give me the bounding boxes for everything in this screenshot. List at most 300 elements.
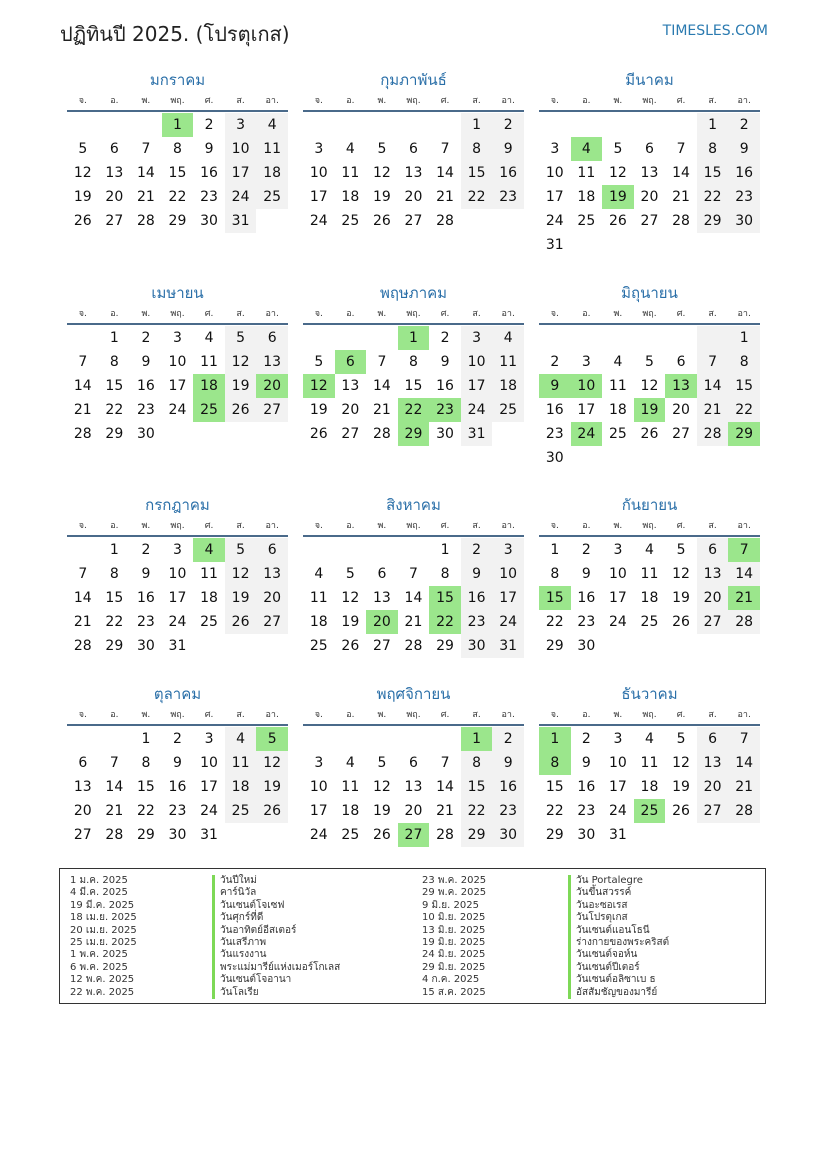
day-cell: 29: [545, 827, 564, 843]
day-cell: 1: [728, 326, 760, 350]
empty-day-cell: [665, 634, 697, 658]
day-cell: 16: [136, 378, 155, 394]
day-cell: 23: [461, 610, 493, 634]
empty-day-cell: [539, 326, 571, 350]
day-cell: 10: [225, 137, 257, 161]
legend-entry: วันเซนต์อลิซาเบ ธ: [568, 974, 669, 986]
weekday-label: ศ.: [204, 521, 214, 531]
weekday-label: พฤ.: [642, 521, 657, 531]
empty-day-cell: [256, 209, 288, 233]
day-cell: 21: [105, 803, 124, 819]
day-cell: 16: [136, 590, 155, 606]
day-cell: 2: [581, 542, 591, 558]
day-cell: 26: [372, 213, 391, 229]
day-cell: 23: [492, 185, 524, 209]
day-cell: 16: [492, 775, 524, 799]
day-cell: 12: [225, 562, 257, 586]
empty-day-cell: [571, 113, 603, 137]
weekday-label: จ.: [78, 309, 87, 319]
day-cell: 22: [168, 189, 187, 205]
day-cell: 9: [492, 751, 524, 775]
day-cell: 4: [345, 141, 355, 157]
day-cell: 14: [404, 590, 423, 606]
legend-entry: 19 มิ.ย. 2025: [422, 936, 486, 948]
day-cell: 11: [640, 755, 659, 771]
weekday-label: ส.: [708, 710, 717, 720]
weekday-label: ส.: [472, 309, 481, 319]
day-cell: 7: [109, 755, 119, 771]
day-cell: 10: [571, 374, 603, 398]
day-cell: 10: [608, 566, 627, 582]
day-cell: 23: [136, 614, 155, 630]
day-cell: 28: [436, 213, 454, 229]
day-cell: 17: [309, 189, 328, 205]
day-cell: 16: [577, 590, 596, 606]
weekday-header: [539, 704, 760, 726]
legend-entry: วันศุกร์ที่ดี: [212, 912, 340, 924]
legend-entry: วันเซนต์จอห์น: [568, 949, 669, 961]
day-cell: 24: [168, 614, 187, 630]
legend-entry: 22 พ.ค. 2025: [70, 986, 135, 998]
day-cell: 28: [372, 426, 391, 442]
day-cell: 6: [409, 755, 418, 771]
day-cell: 22: [545, 614, 564, 630]
empty-day-cell: [602, 326, 634, 350]
day-cell: 30: [136, 426, 155, 442]
day-cell: 20: [341, 402, 360, 418]
day-cell: 7: [409, 566, 418, 582]
day-cell: 25: [193, 398, 225, 422]
weekday-label: จ.: [78, 710, 87, 720]
legend-entry: ร่างกายของพระคริสต์: [568, 937, 669, 949]
day-cell: 24: [200, 803, 218, 819]
day-cell: 6: [377, 566, 387, 582]
day-cell: 7: [676, 141, 686, 157]
day-cell: 11: [492, 350, 524, 374]
empty-day-cell: [335, 727, 367, 751]
month-calendar: [303, 684, 524, 847]
weekday-label: ศ.: [204, 309, 214, 319]
day-cell: 14: [73, 590, 92, 606]
day-cell: 15: [545, 779, 564, 795]
day-cell: 17: [200, 779, 218, 795]
weekday-label: อา.: [737, 521, 751, 531]
day-cell: 3: [173, 330, 182, 346]
day-cell: 7: [440, 755, 450, 771]
weekday-label: อ.: [582, 309, 591, 319]
day-grid: [67, 113, 288, 233]
day-cell: 2: [461, 538, 493, 562]
day-cell: 8: [697, 137, 729, 161]
day-cell: 16: [461, 586, 493, 610]
day-cell: 15: [461, 775, 493, 799]
month-name: มิถุนายน: [621, 284, 678, 302]
empty-day-cell: [634, 326, 666, 350]
weekday-label: อา.: [501, 96, 515, 106]
weekday-header: [539, 90, 760, 112]
weekday-label: จ.: [550, 710, 559, 720]
day-cell: 18: [225, 775, 257, 799]
day-cell: 13: [640, 165, 659, 181]
day-cell: 30: [577, 827, 596, 843]
day-cell: 5: [345, 566, 355, 582]
day-grid: [303, 538, 524, 658]
day-cell: 2: [728, 113, 760, 137]
day-cell: 5: [225, 538, 257, 562]
legend-entry: วันแรงงาน: [212, 949, 340, 961]
day-cell: 29: [436, 638, 454, 654]
day-cell: 16: [200, 165, 218, 181]
weekday-label: อา.: [737, 710, 751, 720]
day-cell: 28: [73, 638, 92, 654]
day-cell: 4: [645, 731, 654, 747]
day-cell: 9: [173, 755, 182, 771]
day-cell: 1: [697, 113, 729, 137]
day-cell: 4: [345, 755, 355, 771]
day-cell: 18: [341, 189, 360, 205]
legend-entry: 1 ม.ค. 2025: [70, 875, 128, 886]
day-cell: 27: [105, 213, 124, 229]
day-cell: 17: [168, 378, 187, 394]
day-cell: 1: [440, 542, 450, 558]
weekday-label: ส.: [472, 521, 481, 531]
weekday-label: อา.: [737, 96, 751, 106]
empty-day-cell: [398, 727, 430, 751]
day-cell: 12: [225, 350, 257, 374]
day-cell: 2: [492, 113, 524, 137]
day-cell: 26: [672, 803, 690, 819]
empty-day-cell: [162, 422, 194, 446]
month-calendar: [539, 283, 760, 470]
empty-day-cell: [335, 113, 367, 137]
weekday-label: จ.: [78, 96, 87, 106]
day-cell: 15: [168, 165, 187, 181]
day-cell: 4: [314, 566, 324, 582]
day-cell: 30: [168, 827, 187, 843]
weekday-label: พฤ.: [170, 309, 185, 319]
day-cell: 23: [429, 398, 461, 422]
month-calendar: [303, 283, 524, 446]
day-cell: 9: [728, 137, 760, 161]
day-cell: 4: [492, 326, 524, 350]
day-cell: 13: [256, 350, 288, 374]
empty-day-cell: [602, 233, 634, 257]
weekday-label: จ.: [314, 521, 323, 531]
day-cell: 11: [608, 378, 627, 394]
day-cell: 20: [256, 374, 288, 398]
empty-day-cell: [697, 326, 729, 350]
day-cell: 25: [341, 213, 360, 229]
day-cell: 8: [539, 751, 571, 775]
weekday-label: อา.: [265, 521, 279, 531]
weekday-label: ส.: [236, 521, 245, 531]
empty-day-cell: [256, 422, 288, 446]
day-cell: 30: [200, 213, 218, 229]
day-cell: 25: [608, 426, 627, 442]
day-cell: 12: [73, 165, 92, 181]
day-cell: 18: [640, 779, 659, 795]
day-cell: 7: [728, 538, 760, 562]
weekday-label: พ.: [613, 521, 623, 531]
day-cell: 28: [136, 213, 155, 229]
empty-day-cell: [67, 113, 99, 137]
day-cell: 19: [225, 586, 257, 610]
day-cell: 13: [73, 779, 92, 795]
day-cell: 16: [492, 161, 524, 185]
day-cell: 20: [697, 775, 729, 799]
legend-entry: วันโปรตุเกส: [568, 912, 669, 924]
legend-entry: วันโลเรีย: [212, 987, 340, 999]
day-cell: 22: [697, 185, 729, 209]
empty-day-cell: [697, 446, 729, 470]
day-cell: 14: [372, 378, 391, 394]
day-cell: 23: [136, 402, 155, 418]
day-cell: 10: [168, 566, 187, 582]
day-cell: 7: [377, 354, 387, 370]
day-grid: [539, 727, 760, 847]
day-cell: 3: [461, 326, 493, 350]
day-cell: 3: [550, 141, 560, 157]
empty-day-cell: [728, 233, 760, 257]
day-cell: 10: [461, 350, 493, 374]
day-grid: [67, 538, 288, 658]
month-name: สิงหาคม: [386, 496, 441, 514]
empty-day-cell: [366, 113, 398, 137]
day-cell: 10: [309, 165, 328, 181]
day-cell: 18: [640, 590, 659, 606]
day-cell: 7: [728, 727, 760, 751]
day-cell: 26: [640, 426, 659, 442]
weekday-label: อ.: [110, 710, 119, 720]
weekday-label: อา.: [737, 309, 751, 319]
day-cell: 21: [404, 614, 423, 630]
empty-day-cell: [665, 113, 697, 137]
legend-entry: 10 มิ.ย. 2025: [422, 912, 486, 924]
day-cell: 8: [550, 566, 560, 582]
day-cell: 6: [335, 350, 367, 374]
day-cell: 3: [173, 542, 182, 558]
day-cell: 1: [398, 326, 430, 350]
day-cell: 15: [105, 590, 124, 606]
weekday-label: ศ.: [676, 309, 686, 319]
weekday-label: จ.: [550, 521, 559, 531]
day-cell: 2: [440, 330, 450, 346]
day-cell: 27: [640, 213, 659, 229]
legend-dates-right: [422, 875, 486, 999]
day-cell: 22: [461, 185, 493, 209]
day-cell: 8: [109, 354, 119, 370]
weekday-label: พฤ.: [406, 96, 421, 106]
day-cell: 22: [545, 803, 564, 819]
day-cell: 28: [728, 799, 760, 823]
day-cell: 11: [341, 165, 360, 181]
day-grid: [539, 538, 760, 658]
legend-entry: 29 พ.ค. 2025: [422, 887, 487, 899]
day-cell: 6: [697, 727, 729, 751]
empty-day-cell: [697, 233, 729, 257]
day-cell: 17: [608, 590, 627, 606]
day-cell: 5: [645, 354, 654, 370]
month-name: พฤศจิกายน: [376, 685, 451, 703]
legend-names-left: [212, 875, 340, 999]
weekday-label: ศ.: [440, 710, 450, 720]
empty-day-cell: [303, 326, 335, 350]
day-cell: 19: [309, 402, 328, 418]
day-grid: [539, 113, 760, 257]
day-cell: 24: [608, 803, 627, 819]
day-cell: 1: [162, 113, 194, 137]
weekday-label: พ.: [141, 710, 151, 720]
day-cell: 8: [409, 354, 418, 370]
day-grid: [67, 326, 288, 446]
day-cell: 31: [225, 209, 257, 233]
empty-day-cell: [225, 634, 257, 658]
day-cell: 27: [404, 213, 423, 229]
month-name: ธันวาคม: [621, 685, 678, 703]
day-cell: 10: [608, 755, 627, 771]
day-cell: 30: [492, 823, 524, 847]
day-cell: 16: [168, 779, 187, 795]
weekday-label: พฤ.: [406, 521, 421, 531]
day-cell: 11: [640, 566, 659, 582]
empty-day-cell: [67, 727, 99, 751]
day-cell: 2: [173, 731, 182, 747]
day-cell: 7: [78, 566, 88, 582]
weekday-label: จ.: [550, 309, 559, 319]
day-cell: 26: [341, 638, 360, 654]
day-cell: 25: [577, 213, 596, 229]
day-cell: 9: [539, 374, 571, 398]
legend-entry: 25 เม.ย. 2025: [70, 936, 137, 948]
day-cell: 7: [78, 354, 88, 370]
legend-entry: 13 มิ.ย. 2025: [422, 924, 486, 936]
empty-day-cell: [634, 446, 666, 470]
legend-entry: วันอะซอเรส: [568, 900, 669, 912]
empty-day-cell: [99, 113, 131, 137]
day-cell: 12: [672, 755, 690, 771]
day-cell: 11: [256, 137, 288, 161]
day-cell: 11: [341, 779, 360, 795]
day-cell: 21: [73, 614, 92, 630]
day-grid: [539, 326, 760, 470]
weekday-label: อา.: [265, 309, 279, 319]
day-cell: 13: [105, 165, 124, 181]
day-cell: 13: [404, 779, 423, 795]
empty-day-cell: [728, 634, 760, 658]
day-cell: 5: [377, 755, 387, 771]
day-cell: 12: [341, 590, 360, 606]
day-cell: 4: [204, 330, 214, 346]
day-cell: 7: [440, 141, 450, 157]
weekday-label: พฤ.: [642, 710, 657, 720]
weekday-label: ศ.: [676, 710, 686, 720]
day-cell: 12: [672, 566, 690, 582]
weekday-label: อ.: [346, 309, 355, 319]
empty-day-cell: [193, 422, 225, 446]
day-cell: 28: [404, 638, 423, 654]
weekday-label: ศ.: [204, 96, 214, 106]
day-cell: 20: [640, 189, 659, 205]
day-cell: 19: [341, 614, 360, 630]
legend-entry: 19 มี.ค. 2025: [70, 899, 135, 911]
day-cell: 10: [309, 779, 328, 795]
weekday-label: อ.: [582, 710, 591, 720]
day-cell: 31: [168, 638, 187, 654]
day-cell: 2: [492, 727, 524, 751]
day-cell: 13: [372, 590, 391, 606]
month-calendar: [539, 684, 760, 847]
day-cell: 13: [697, 751, 729, 775]
month-name: กุมภาพันธ์: [380, 71, 447, 89]
day-cell: 18: [193, 374, 225, 398]
weekday-label: พฤ.: [406, 309, 421, 319]
empty-day-cell: [335, 326, 367, 350]
legend-entry: 12 พ.ค. 2025: [70, 974, 135, 986]
weekday-header: [67, 90, 288, 112]
weekday-label: พ.: [613, 710, 623, 720]
brand-link[interactable]: TIMESLES.COM: [662, 23, 768, 39]
day-cell: 20: [256, 586, 288, 610]
weekday-label: พฤ.: [170, 710, 185, 720]
day-cell: 2: [581, 731, 591, 747]
day-cell: 5: [256, 727, 288, 751]
day-cell: 4: [225, 727, 257, 751]
day-grid: [303, 113, 524, 233]
day-cell: 28: [697, 422, 729, 446]
weekday-label: พ.: [141, 309, 151, 319]
legend-entry: 23 พ.ค. 2025: [422, 875, 487, 886]
month-name: พฤษภาคม: [379, 284, 448, 302]
day-cell: 17: [577, 402, 596, 418]
day-cell: 23: [577, 614, 596, 630]
day-cell: 8: [728, 350, 760, 374]
weekday-label: อา.: [265, 96, 279, 106]
day-cell: 3: [314, 755, 324, 771]
day-cell: 30: [577, 638, 596, 654]
month-name: เมษายน: [151, 284, 204, 302]
day-cell: 20: [404, 189, 423, 205]
day-cell: 27: [672, 426, 690, 442]
day-cell: 23: [492, 799, 524, 823]
legend-entry: 4 มี.ค. 2025: [70, 887, 128, 899]
day-cell: 25: [256, 185, 288, 209]
empty-day-cell: [225, 422, 257, 446]
day-cell: 20: [697, 586, 729, 610]
day-cell: 25: [341, 827, 360, 843]
weekday-label: อา.: [501, 521, 515, 531]
day-cell: 17: [309, 803, 328, 819]
day-cell: 21: [728, 586, 760, 610]
legend-entry: 20 เม.ย. 2025: [70, 924, 137, 936]
day-cell: 19: [672, 590, 690, 606]
empty-day-cell: [634, 113, 666, 137]
day-cell: 8: [109, 566, 119, 582]
day-cell: 16: [728, 161, 760, 185]
day-cell: 5: [78, 141, 88, 157]
day-cell: 5: [676, 731, 686, 747]
empty-day-cell: [398, 113, 430, 137]
day-cell: 24: [571, 422, 603, 446]
weekday-label: อา.: [265, 710, 279, 720]
weekday-header: [303, 515, 524, 537]
legend-entry: 6 พ.ค. 2025: [70, 961, 128, 973]
day-cell: 11: [225, 751, 257, 775]
day-cell: 9: [581, 755, 591, 771]
day-cell: 18: [577, 189, 596, 205]
day-cell: 20: [404, 803, 423, 819]
empty-day-cell: [398, 538, 430, 562]
day-cell: 9: [141, 354, 151, 370]
